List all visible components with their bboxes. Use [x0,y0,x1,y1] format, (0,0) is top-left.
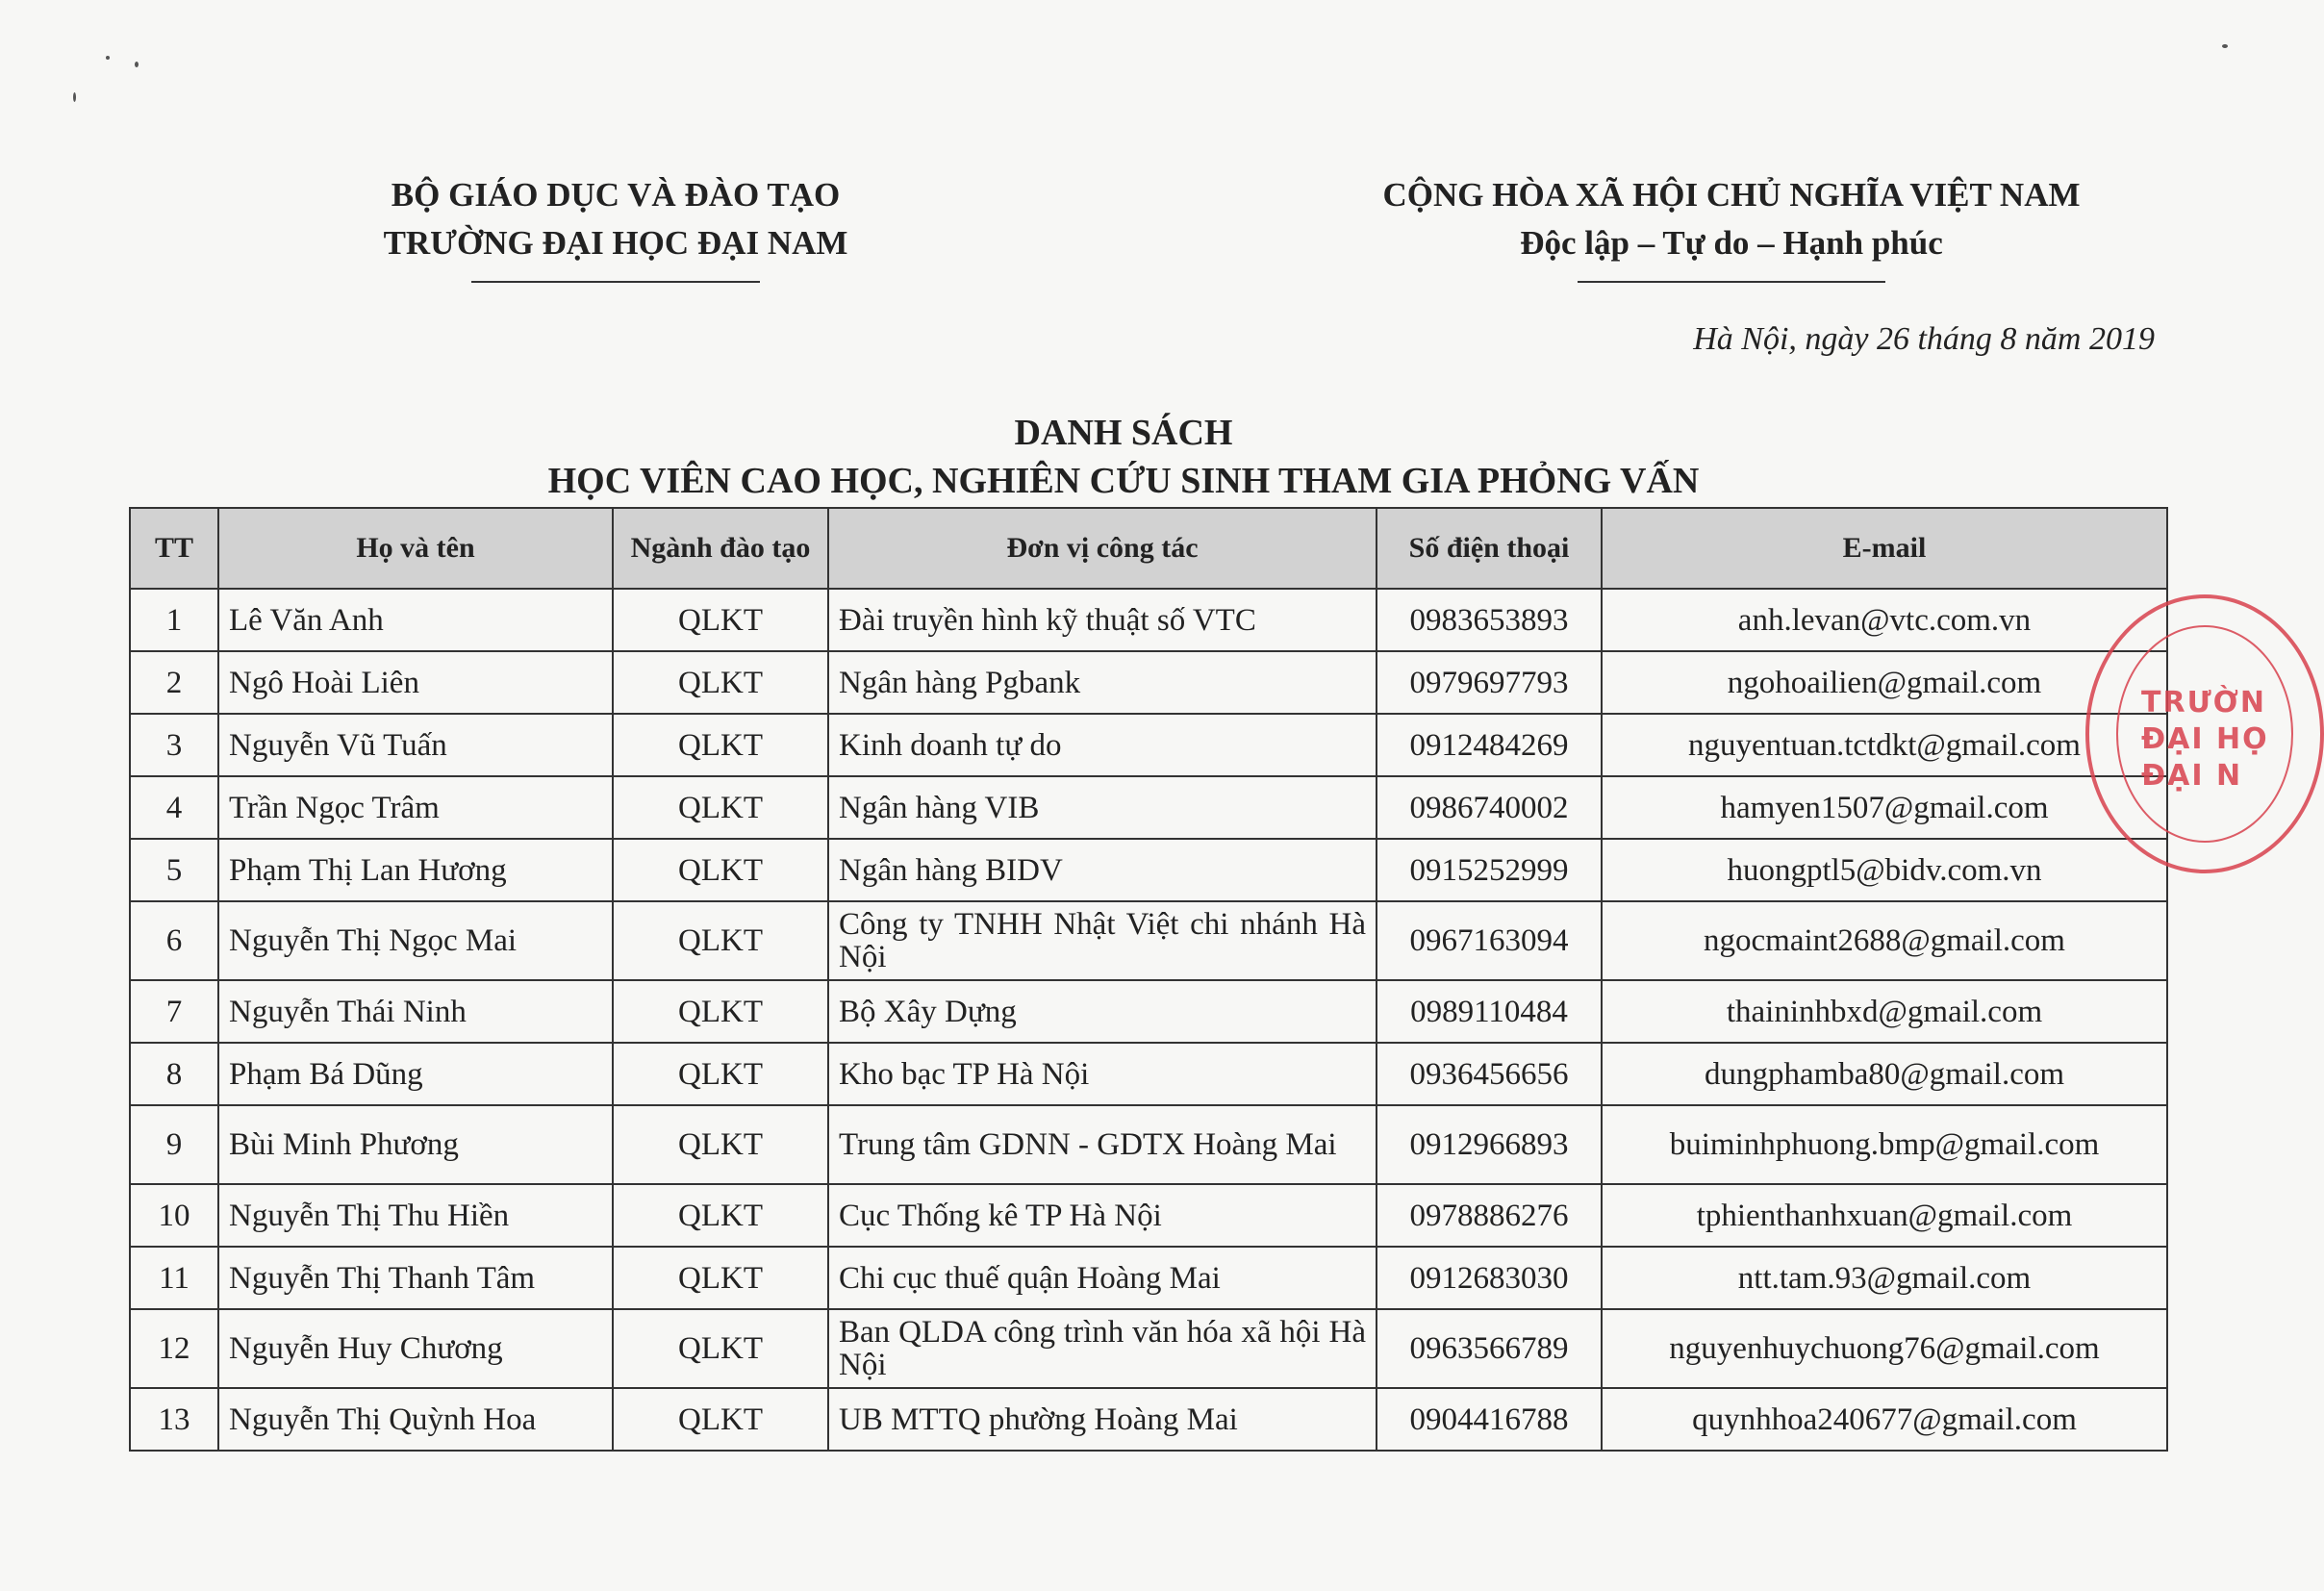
email: nguyentuan.tctdkt@gmail.com [1602,714,2167,776]
phone-number: 0915252999 [1377,839,1602,901]
workplace: Trung tâm GDNN - GDTX Hoàng Mai [828,1105,1377,1184]
seal-text-line: ĐẠI HỌ [2141,722,2269,756]
phone-number: 0983653893 [1377,589,1602,651]
scan-speck [73,92,76,102]
row-number: 1 [130,589,218,651]
email: ngocmaint2688@gmail.com [1602,901,2167,980]
phone-number: 0904416788 [1377,1388,1602,1451]
major: QLKT [613,839,828,901]
row-number: 11 [130,1247,218,1309]
seal-text-line: ĐẠI N [2141,759,2243,793]
row-number: 5 [130,839,218,901]
email: huongptl5@bidv.com.vn [1602,839,2167,901]
student-name: Phạm Thị Lan Hương [218,839,613,901]
document-subtitle: HỌC VIÊN CAO HỌC, NGHIÊN CỨU SINH THAM GIA PHỎNG VẤN [547,461,1700,501]
table-row [130,776,2167,839]
national-header [1279,171,2184,283]
table-row [130,839,2167,901]
row-number: 2 [130,651,218,714]
major: QLKT [613,589,828,651]
email: ngohoailien@gmail.com [1602,651,2167,714]
row-number: 10 [130,1184,218,1247]
major: QLKT [613,1105,828,1184]
email: dungphamba80@gmail.com [1602,1043,2167,1105]
column-header-name: Họ và tên [218,508,613,589]
university-name: TRƯỜNG ĐẠI HỌC ĐẠI NAM [383,224,848,262]
motto-underline [1578,281,1885,283]
major: QLKT [613,1184,828,1247]
student-name: Nguyễn Huy Chương [218,1309,613,1388]
document-title: DANH SÁCH [1014,413,1233,453]
row-number: 12 [130,1309,218,1388]
column-header-workplace: Đơn vị công tác [828,508,1377,589]
participant-table [129,507,2168,1452]
email: ntt.tam.93@gmail.com [1602,1247,2167,1309]
major: QLKT [613,1309,828,1388]
table-row [130,1105,2167,1184]
column-header-email: E-mail [1602,508,2167,589]
workplace: Ngân hàng Pgbank [828,651,1377,714]
column-header-major: Ngành đào tạo [613,508,828,589]
workplace: Cục Thống kê TP Hà Nội [828,1184,1377,1247]
workplace: Bộ Xây Dựng [828,980,1377,1043]
phone-number: 0989110484 [1377,980,1602,1043]
document-date: Hà Nội, ngày 26 tháng 8 năm 2019 [1693,321,2155,357]
email: quynhhoa240677@gmail.com [1602,1388,2167,1451]
seal-text-line: TRƯỜN [2141,686,2266,720]
phone-number: 0963566789 [1377,1309,1602,1388]
university-seal [2085,594,2324,873]
table-row [130,1309,2167,1388]
email: nguyenhuychuong76@gmail.com [1602,1309,2167,1388]
workplace: UB MTTQ phường Hoàng Mai [828,1388,1377,1451]
table-row [130,1388,2167,1451]
table-row [130,980,2167,1043]
table-row [130,651,2167,714]
table-row [130,901,2167,980]
student-name: Bùi Minh Phương [218,1105,613,1184]
workplace: Ngân hàng BIDV [828,839,1377,901]
email: hamyen1507@gmail.com [1602,776,2167,839]
national-motto: Độc lập – Tự do – Hạnh phúc [1520,224,1943,262]
email: tphienthanhxuan@gmail.com [1602,1184,2167,1247]
phone-number: 0912683030 [1377,1247,1602,1309]
scan-speck [135,62,139,67]
table-header-row [130,508,2167,589]
student-name: Lê Văn Anh [218,589,613,651]
row-number: 3 [130,714,218,776]
phone-number: 0986740002 [1377,776,1602,839]
country-name: CỘNG HÒA XÃ HỘI CHỦ NGHĨA VIỆT NAM [1382,176,2081,214]
row-number: 13 [130,1388,218,1451]
major: QLKT [613,980,828,1043]
student-name: Nguyễn Thị Thu Hiền [218,1184,613,1247]
workplace: Ban QLDA công trình văn hóa xã hội Hà Nội [828,1309,1377,1388]
student-name: Nguyễn Vũ Tuấn [218,714,613,776]
major: QLKT [613,1043,828,1105]
workplace: Đài truyền hình kỹ thuật số VTC [828,589,1377,651]
major: QLKT [613,901,828,980]
row-number: 9 [130,1105,218,1184]
workplace: Ngân hàng VIB [828,776,1377,839]
ministry-name: BỘ GIÁO DỤC VÀ ĐÀO TẠO [391,176,841,214]
phone-number: 0967163094 [1377,901,1602,980]
scan-speck [106,56,110,60]
table-row [130,714,2167,776]
student-name: Nguyễn Thị Quỳnh Hoa [218,1388,613,1451]
scan-speck [2222,44,2228,48]
student-name: Ngô Hoài Liên [218,651,613,714]
table-row [130,1043,2167,1105]
phone-number: 0979697793 [1377,651,1602,714]
table-row [130,1247,2167,1309]
phone-number: 0912966893 [1377,1105,1602,1184]
email: thaininhbxd@gmail.com [1602,980,2167,1043]
student-name: Nguyễn Thái Ninh [218,980,613,1043]
ministry-header [289,171,943,283]
table-row [130,589,2167,651]
row-number: 8 [130,1043,218,1105]
column-header-tt: TT [130,508,218,589]
student-name: Nguyễn Thị Thanh Tâm [218,1247,613,1309]
row-number: 6 [130,901,218,980]
email: anh.levan@vtc.com.vn [1602,589,2167,651]
column-header-phone: Số điện thoại [1377,508,1602,589]
major: QLKT [613,776,828,839]
workplace: Công ty TNHH Nhật Việt chi nhánh Hà Nội [828,901,1377,980]
major: QLKT [613,714,828,776]
ministry-underline [471,281,760,283]
row-number: 4 [130,776,218,839]
major: QLKT [613,1388,828,1451]
row-number: 7 [130,980,218,1043]
phone-number: 0978886276 [1377,1184,1602,1247]
table-row [130,1184,2167,1247]
major: QLKT [613,651,828,714]
seal-text [2141,685,2269,795]
workplace: Chi cục thuế quận Hoàng Mai [828,1247,1377,1309]
workplace: Kho bạc TP Hà Nội [828,1043,1377,1105]
phone-number: 0912484269 [1377,714,1602,776]
student-name: Trần Ngọc Trâm [218,776,613,839]
student-name: Nguyễn Thị Ngọc Mai [218,901,613,980]
student-name: Phạm Bá Dũng [218,1043,613,1105]
phone-number: 0936456656 [1377,1043,1602,1105]
major: QLKT [613,1247,828,1309]
email: buiminhphuong.bmp@gmail.com [1602,1105,2167,1184]
workplace: Kinh doanh tự do [828,714,1377,776]
